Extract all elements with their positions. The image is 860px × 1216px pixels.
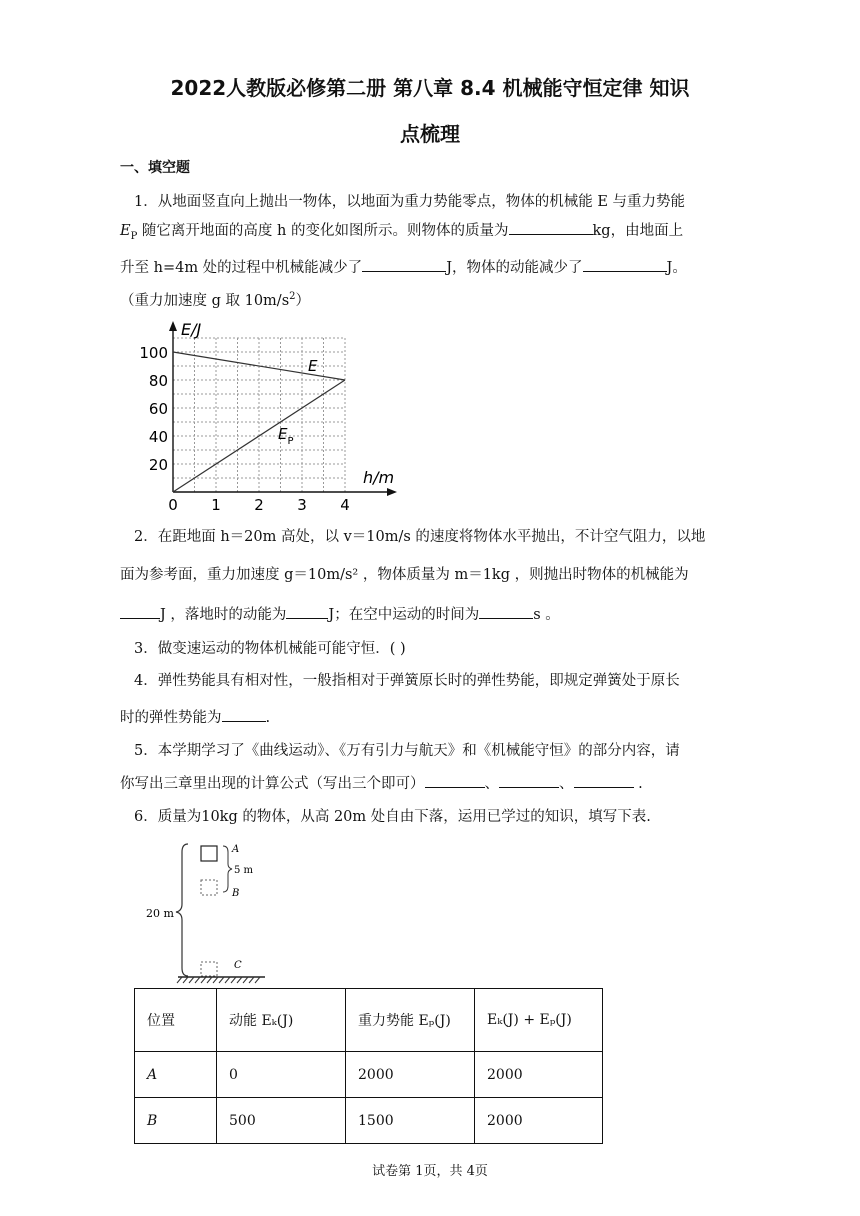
label-c: C — [234, 960, 242, 971]
energy-height-graph — [135, 315, 405, 515]
fall-svg — [140, 838, 280, 988]
ground-hatch-line — [255, 977, 260, 983]
row-b-total: 2000 — [475, 1098, 603, 1144]
q5-line-2-text: 你写出三章里出现的计算公式（写出三个即可） — [120, 776, 425, 792]
row-b-position: B — [135, 1098, 217, 1144]
q5-formula-blank-2[interactable] — [499, 773, 559, 788]
q5-sep-2: 、 — [559, 776, 574, 792]
q4-line-1: 4．弹性势能具有相对性，一般指相对于弹簧原长时的弹性势能，即规定弹簧处于原长 — [134, 673, 680, 689]
y-tick-label: 20 — [148, 456, 168, 474]
x-tick-label: 2 — [254, 496, 264, 514]
y-tick-labels — [139, 344, 168, 474]
y-tick-label: 80 — [148, 372, 168, 390]
row-a-kinetic: 0 — [217, 1052, 346, 1098]
q5-line-2 — [120, 772, 643, 793]
ground-hatch-line — [249, 977, 254, 983]
table-row — [135, 1052, 603, 1098]
q4-line-2-end: . — [265, 710, 271, 726]
q1-line-1: 1．从地面竖直向上抛出一物体，以地面为重力势能零点，物体的机械能 E 与重力势能 — [134, 194, 686, 210]
x-axis-arrow — [387, 488, 397, 496]
label-20m: 20 m — [146, 907, 174, 920]
ground-hatch-line — [213, 977, 218, 983]
label-a: A — [232, 844, 240, 855]
ground-hatch-line — [183, 977, 188, 983]
ground-hatch-line — [219, 977, 224, 983]
q2-line-3-c: s 。 — [533, 607, 560, 623]
graph-grid — [173, 338, 345, 492]
ground-hatch-line — [177, 977, 182, 983]
label-b: B — [232, 888, 240, 899]
x-tick-labels — [168, 496, 350, 514]
section-heading: 一、填空题 — [120, 160, 190, 176]
box-b — [201, 880, 217, 895]
line-ep-label-sub: P — [287, 436, 294, 447]
label-5m: 5 m — [234, 865, 254, 876]
x-tick-label: 0 — [168, 496, 178, 514]
ground-hatch-line — [225, 977, 230, 983]
document-title-line-1: 2022人教版必修第二册 第八章 8.4 机械能守恒定律 知识 — [170, 76, 690, 100]
ground-hatch-line — [207, 977, 212, 983]
ground-hatch-line — [243, 977, 248, 983]
x-tick-label: 1 — [211, 496, 221, 514]
q1-gravity-note: （重力加速度 g 取 10m/s — [120, 293, 290, 309]
q2-time-blank[interactable] — [479, 604, 533, 619]
header-position: 位置 — [135, 989, 217, 1052]
q4-line-2 — [120, 706, 270, 727]
table-header-row — [135, 989, 603, 1052]
q3-line-1: 3．做变速运动的物体机械能可能守恒．( ) — [134, 641, 406, 657]
row-b-potential: 1500 — [346, 1098, 475, 1144]
header-kinetic: 动能 Eₖ(J) — [217, 989, 346, 1052]
y-tick-label: 100 — [139, 344, 168, 362]
q5-formula-blank-1[interactable] — [425, 773, 485, 788]
q1-line-4 — [120, 289, 310, 310]
q5-sep-1: 、 — [484, 776, 499, 792]
ground-hatch-line — [189, 977, 194, 983]
q5-line-1: 5．本学期学习了《曲线运动》、《万有引力与航天》和《机械能守恒》的部分内容，请 — [134, 743, 680, 759]
falling-object-diagram — [140, 838, 280, 988]
ground-hatch-line — [231, 977, 236, 983]
q1-mass-blank[interactable] — [509, 220, 593, 235]
q2-line-3-a: J ，落地时的动能为 — [160, 607, 287, 623]
q2-line-1: 2．在距地面 h＝20m 高处，以 v＝10m/s 的速度将物体水平抛出，不计空气阻力，以地 — [134, 529, 706, 545]
q1-ep-symbol: E — [120, 223, 131, 239]
ground-hatch-line — [201, 977, 206, 983]
box-c — [201, 962, 217, 976]
x-tick-label: 4 — [340, 496, 350, 514]
height-brace-20m — [176, 844, 188, 976]
q2-line-2: 面为参考面，重力加速度 g＝10m/s² ，物体质量为 m＝1kg ，则抛出时物体的机械能为 — [120, 567, 689, 583]
q1-line-3 — [120, 256, 687, 277]
row-a-total: 2000 — [475, 1052, 603, 1098]
line-e-label: E — [308, 357, 318, 375]
y-axis-arrow — [169, 321, 177, 331]
q1-line-2-end: kg，由地面上 — [592, 223, 684, 239]
energy-table — [134, 988, 603, 1144]
q4-answer-blank[interactable] — [222, 707, 266, 722]
table-row — [135, 1098, 603, 1144]
y-axis-label: E/J — [181, 320, 202, 339]
q1-line-3-c: J。 — [666, 260, 687, 276]
x-axis-label: h/m — [363, 468, 395, 487]
q1-line-2 — [120, 219, 683, 242]
page-footer: 试卷第 1页，共 4页 — [372, 1164, 488, 1179]
q4-line-2-text: 时的弹性势能为 — [120, 710, 222, 726]
row-a-potential: 2000 — [346, 1052, 475, 1098]
q1-gravity-sup: 2 — [289, 291, 296, 303]
q2-kinetic-energy-blank[interactable] — [286, 604, 328, 619]
q1-gravity-note-end: ） — [295, 293, 311, 309]
q2-mechanical-energy-blank[interactable] — [120, 604, 160, 619]
header-total: Eₖ(J) + Eₚ(J) — [475, 989, 603, 1052]
q1-ep-subscript: P — [130, 230, 138, 242]
row-a-position: A — [135, 1052, 217, 1098]
row-b-kinetic: 500 — [217, 1098, 346, 1144]
height-brace-5m — [223, 846, 232, 892]
document-title-line-2: 点梳理 — [400, 122, 460, 146]
q1-line-2-text: 随它离开地面的高度 h 的变化如图所示。则物体的质量为 — [137, 223, 509, 239]
q2-line-3-b: J；在空中运动的时间为 — [328, 607, 480, 623]
y-tick-label: 60 — [148, 400, 168, 418]
q1-kinetic-loss-blank[interactable] — [583, 257, 667, 272]
ground-hatching — [177, 977, 260, 983]
ground-hatch-line — [195, 977, 200, 983]
y-tick-label: 40 — [148, 428, 168, 446]
q6-line-1: 6．质量为10kg 的物体，从高 20m 处自由下落，运用已学过的知识，填写下表. — [134, 809, 651, 825]
q5-formula-blank-3[interactable] — [574, 773, 634, 788]
header-potential: 重力势能 Eₚ(J) — [346, 989, 475, 1052]
q2-line-3 — [120, 603, 560, 624]
graph-svg — [135, 315, 405, 515]
q5-end: . — [633, 776, 643, 792]
q1-line-3-b: J，物体的动能减少了 — [446, 260, 583, 276]
q1-line-3-a: 升至 h=4m 处的过程中机械能减少了 — [120, 260, 363, 276]
ground-hatch-line — [237, 977, 242, 983]
box-a — [201, 846, 217, 861]
line-ep-label-main: E — [278, 425, 288, 443]
q1-energy-loss-blank[interactable] — [362, 257, 446, 272]
x-tick-label: 3 — [297, 496, 307, 514]
